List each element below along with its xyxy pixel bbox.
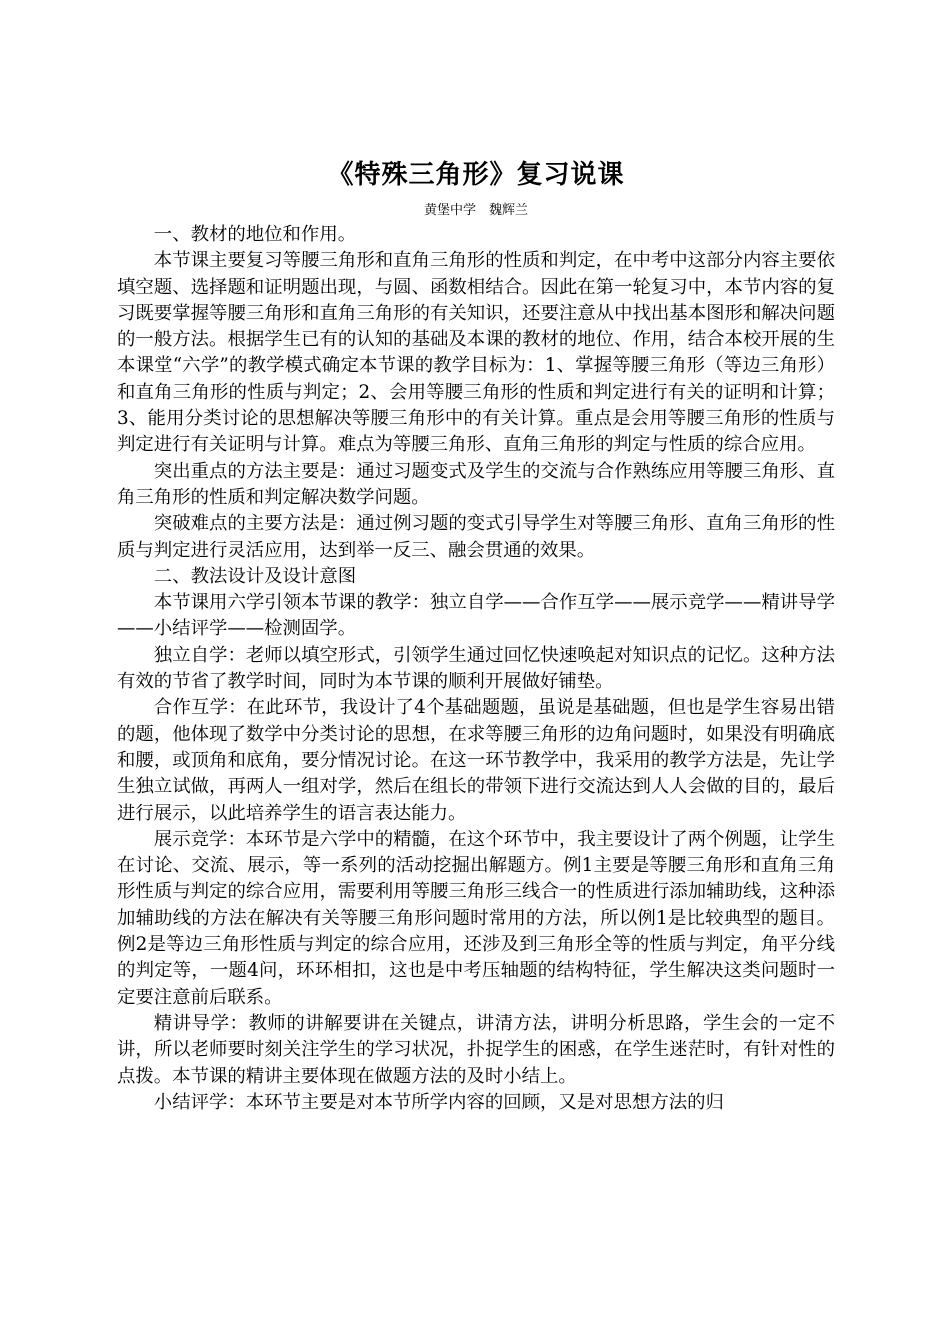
paragraph: 突出重点的方法主要是：通过习题变式及学生的交流与合作熟练应用等腰三角形、直角三角形的性质和判定解决数学问题。 — [117, 460, 835, 508]
paragraph: 展示竞学：本环节是六学中的精髓，在这个环节中，我主要设计了两个例题，让学生在讨论、交流、展示，等一系列的活动挖掘出解题方。例1主要是等腰三角形和直角三角形性质与判定的综合应用，需要利用等腰三角形三线合一的性质进行添加辅助线，这种添加辅助线的方法在解决有关等腰三角形问题时常用的方法，所以例1是比较典型的题目。例2是等边三角形性质与判定的综合应用，还涉及到三角形全等的性质与判定，角平分线的判定等，一题4问，环环相扣，这也是中考压轴题的结构特征，学生解决这类问题时一定要注意前后联系。 — [117, 828, 835, 1008]
document-page — [117, 150, 835, 1116]
paragraph: 合作互学：在此环节，我设计了4个基础题题，虽说是基础题，但也是学生容易出错的题，他体现了数学中分类讨论的思想，在求等腰三角形的边角问题时，如果没有明确底和腰，或顶角和底角，要分情况讨论。在这一环节教学中，我采用的教学方法是，先让学生独立试做，再两人一组对学，然后在组长的带领下进行交流达到人人会做的目的，最后进行展示，以此培养学生的语言表达能力。 — [117, 697, 835, 824]
author-line: 黄堡中学 魏辉兰 — [423, 203, 528, 218]
paragraph: 精讲导学：教师的讲解要讲在关键点，讲清方法，讲明分析思路，学生会的一定不讲，所以老师要时刻关注学生的学习状况，扑捉学生的困惑，在学生迷茫时，有针对性的点拨。本节课的精讲主要体现在做题方法的及时小结上。 — [117, 1012, 835, 1087]
section-heading-1: 一、教材的地位和作用。 — [153, 224, 357, 245]
paragraph: 本节课主要复习等腰三角形和直角三角形的性质和判定，在中考中这部分内容主要依填空题、选择题和证明题出现，与圆、函数相结合。因此在第一轮复习中，本节内容的复习既要掌握等腰三角形和直角三角形的有关知识，还要注意从中找出基本图形和解决问题的一般方法。根据学生已有的认知的基础及本课的教材的地位、作用，结合本校开展的生本课堂“六学”的教学模式确定本节课的教学目标为：1、掌握等腰三角形（等边三角形）和直角三角形的性质与判定；2、会用等腰三角形的性质和判定进行有关的证明和计算；3、能用分类讨论的思想解决等腰三角形中的有关计算。重点是会用等腰三角形的性质与判定进行有关证明与计算。难点为等腰三角形、直角三角形的判定与性质的综合应用。 — [117, 250, 835, 456]
document-title: 《特殊三角形》复习说课 — [327, 160, 625, 190]
paragraph: 小结评学：本环节主要是对本节所学内容的回顾，又是对思想方法的归 — [153, 1091, 724, 1113]
paragraph: 独立自学：老师以填空形式，引领学生通过回忆快速唤起对知识点的记忆。这种方法有效的节省了教学时间，同时为本节课的顺利开展做好铺垫。 — [117, 644, 835, 693]
paragraph: 突破难点的主要方法是：通过例习题的变式引导学生对等腰三角形、直角三角形的性质与判定进行灵活应用，达到举一反三、融会贯通的效果。 — [117, 513, 835, 561]
paragraph: 本节课用六学引领本节课的教学：独立自学——合作互学——展示竞学——精讲导学——小结评学——检测固学。 — [117, 592, 835, 640]
section-heading-2: 二、教法设计及设计意图 — [153, 565, 357, 587]
